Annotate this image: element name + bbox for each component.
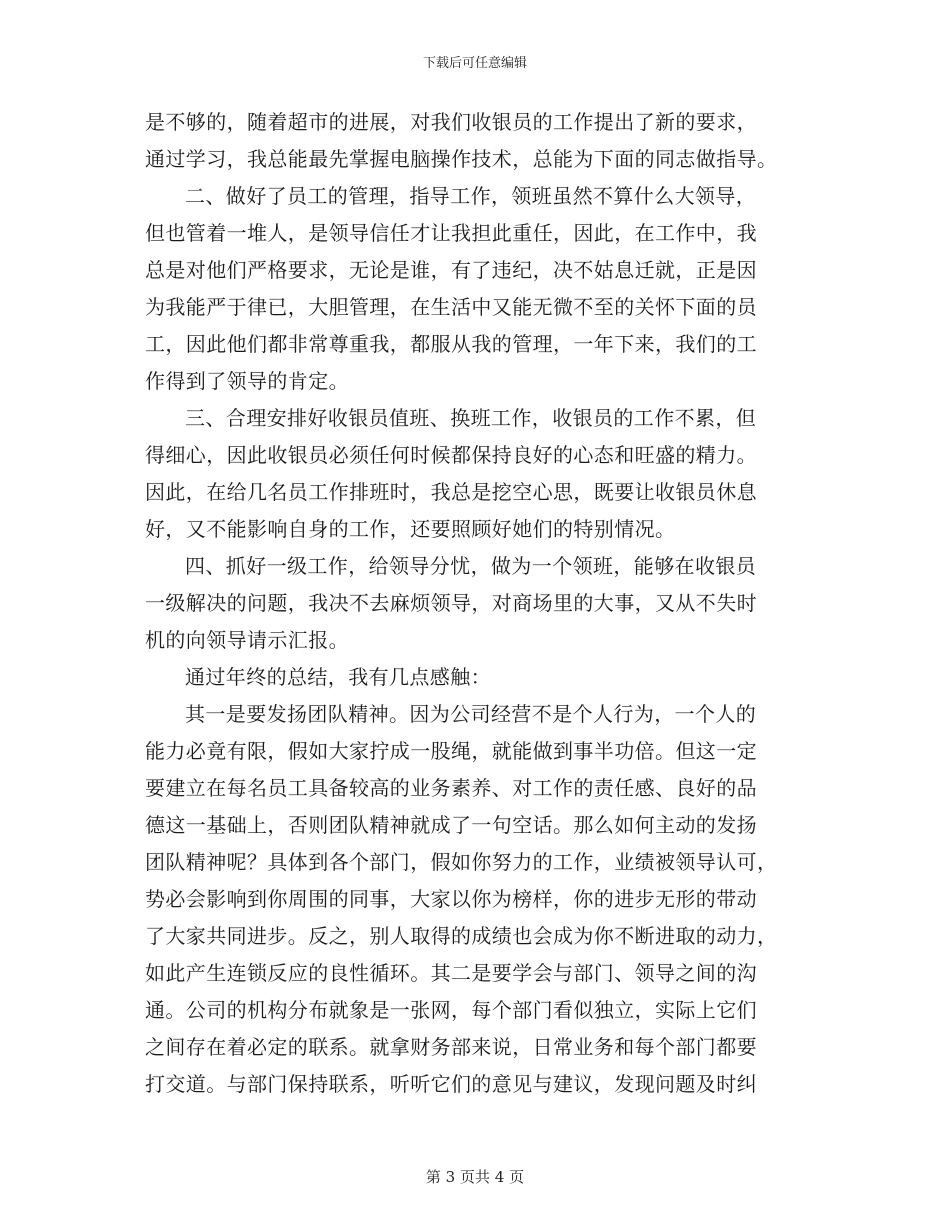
paragraph-start-line: 三、合理安排好收银员值班、换班工作，收银员的工作不累，但 [185, 406, 757, 430]
text-line: 德这一基础上，否则团队精神就成了一句空话。那么如何主动的发扬 [145, 813, 757, 837]
document-body [145, 104, 805, 1103]
text-line: 打交道。与部门保持联系，听听它们的意见与建议，发现问题及时纠 [145, 1072, 757, 1096]
page-number-footer: 第 3 页共 4 页 [425, 1168, 525, 1186]
text-line: 好，又不能影响自身的工作，还要照顾好她们的特别情况。 [145, 517, 676, 541]
text-line: 之间存在着必定的联系。就拿财务部来说，日常业务和每个部门都要 [145, 1035, 757, 1059]
text-line: 团队精神呢？具体到各个部门，假如你努力的工作，业绩被领导认可， [145, 850, 778, 874]
text-line: 作得到了领导的肯定。 [145, 369, 349, 393]
text-line: 通。公司的机构分布就象是一张网，每个部门看似独立，实际上它们 [145, 998, 757, 1022]
paragraph-start-line: 其一是要发扬团队精神。因为公司经营不是个人行为，一个人的 [185, 702, 757, 726]
paragraph-start-line: 通过年终的总结，我有几点感触： [185, 665, 491, 689]
text-line: 机的向领导请示汇报。 [145, 628, 349, 652]
text-line: 是不够的，随着超市的进展，对我们收银员的工作提出了新的要求， [145, 110, 757, 134]
text-line: 因此，在给几名员工作排班时，我总是挖空心思，既要让收银员休息 [145, 480, 757, 504]
text-line: 总是对他们严格要求，无论是谁，有了违纪，决不姑息迁就，正是因 [145, 258, 757, 282]
text-line: 为我能严于律已，大胆管理，在生活中又能无微不至的关怀下面的员 [145, 295, 757, 319]
paragraph-start-line: 四、抓好一级工作，给领导分忧，做为一个领班，能够在收银员 [185, 554, 757, 578]
page-header: 下载后可任意编辑 [422, 56, 527, 71]
text-line: 但也管着一堆人，是领导信任才让我担此重任，因此，在工作中，我 [145, 221, 757, 245]
text-line: 了大家共同进步。反之，别人取得的成绩也会成为你不断进取的动力， [145, 924, 778, 948]
text-line: 工，因此他们都非常尊重我，都服从我的管理，一年下来，我们的工 [145, 332, 757, 356]
text-line: 如此产生连锁反应的良性循环。其二是要学会与部门、领导之间的沟 [145, 961, 757, 985]
text-line: 一级解决的问题，我决不去麻烦领导，对商场里的大事，又从不失时 [145, 591, 757, 615]
text-line: 势必会影响到你周围的同事，大家以你为榜样，你的进步无形的带动 [145, 887, 757, 911]
text-line: 能力必竟有限，假如大家拧成一股绳，就能做到事半功倍。但这一定 [145, 739, 757, 763]
paragraph-start-line: 二、做好了员工的管理，指导工作，领班虽然不算什么大领导， [185, 184, 757, 208]
text-line: 得细心，因此收银员必须任何时候都保持良好的心态和旺盛的精力。 [145, 443, 757, 467]
text-line: 通过学习，我总能最先掌握电脑操作技术，总能为下面的同志做指导。 [145, 147, 778, 171]
text-line: 要建立在每名员工具备较高的业务素养、对工作的责任感、良好的品 [145, 776, 757, 800]
